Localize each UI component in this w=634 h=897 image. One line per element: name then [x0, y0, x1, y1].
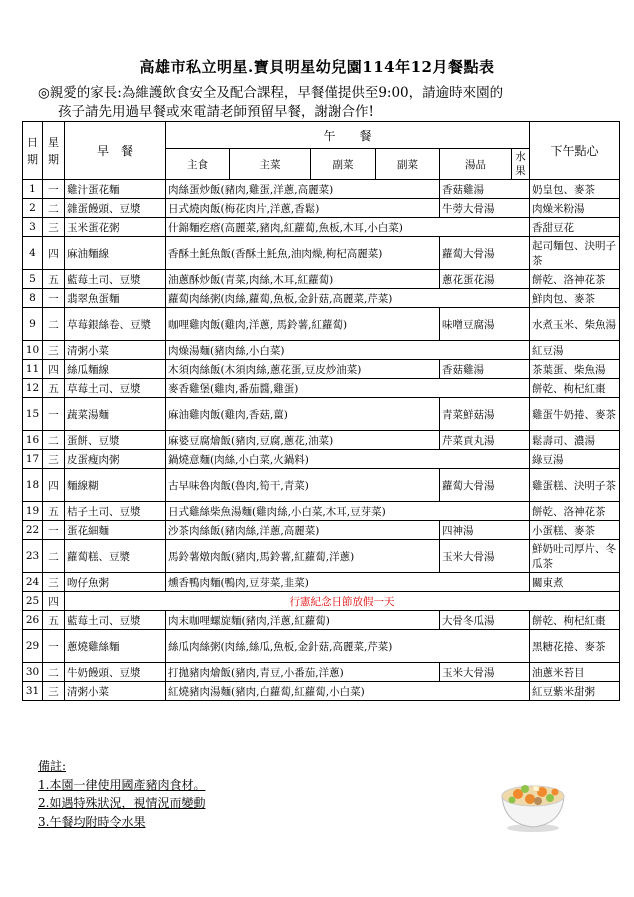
cell-weekday: 三: [43, 218, 65, 237]
cell-breakfast: 蘿蔔糕、豆漿: [65, 540, 166, 573]
cell-weekday: 三: [43, 450, 65, 469]
cell-lunch-main: 香酥土魠魚飯(香酥土魠魚,油肉燥,枸杞高麗菜): [166, 237, 440, 270]
cell-day: 23: [23, 540, 43, 573]
table-row: [23, 663, 620, 682]
cell-lunch-main: 肉燥湯麵(豬肉絲,小白菜): [166, 341, 530, 360]
cell-lunch-main: 肉末咖哩螺旋麵(豬肉,洋蔥,紅蘿蔔): [166, 611, 440, 630]
cell-snack: 起司麵包、決明子茶: [530, 237, 620, 270]
cell-soup: 香菇雞湯: [440, 180, 530, 199]
table-row: [23, 180, 620, 199]
cell-breakfast: 翡翠魚蛋麵: [65, 289, 166, 308]
cell-breakfast: 蔬菜湯麵: [65, 398, 166, 431]
cell-lunch-main: 麻油雞肉飯(雞肉,香菇,薑): [166, 398, 440, 431]
cell-snack: 餅乾、洛神花茶: [530, 502, 620, 521]
cell-snack: 餅乾、洛神花茶: [530, 270, 620, 289]
notes-heading: 備註:: [38, 759, 67, 773]
cell-soup: 玉米大骨湯: [440, 540, 530, 573]
cell-snack: 奶皇包、麥茶: [530, 180, 620, 199]
cell-day: 2: [23, 199, 43, 218]
cell-breakfast: 藍莓土司、豆漿: [65, 270, 166, 289]
table-row: [23, 218, 620, 237]
cell-soup: 味噌豆腐湯: [440, 308, 530, 341]
cell-breakfast: 蔥燒雞絲麵: [65, 630, 166, 663]
cell-breakfast: 麵線糊: [65, 469, 166, 502]
note-item-3: 3.午餐均附時令水果: [38, 814, 146, 829]
cell-snack: 雞蛋糕、決明子茶: [530, 469, 620, 502]
cell-lunch-main: 紅燒豬肉湯麵(豬肉,白蘿蔔,紅蘿蔔,小白菜): [166, 682, 530, 701]
cell-snack: 水煮玉米、柴魚湯: [530, 308, 620, 341]
cell-weekday: 四: [43, 592, 65, 611]
table-row: [23, 682, 620, 701]
cell-weekday: 三: [43, 682, 65, 701]
cell-breakfast: 絲瓜麵線: [65, 360, 166, 379]
cell-snack: 香甜豆花: [530, 218, 620, 237]
cell-weekday: 一: [43, 180, 65, 199]
cell-day: 3: [23, 218, 43, 237]
cell-breakfast: 雞汁蛋花麵: [65, 180, 166, 199]
cell-lunch-main: 麥香雞堡(雞肉,番茄醬,雞蛋): [166, 379, 530, 398]
cell-snack: 關東煮: [530, 573, 620, 592]
cell-weekday: 三: [43, 341, 65, 360]
cell-snack: 油蔥米苔目: [530, 663, 620, 682]
cell-soup: 香菇雞湯: [440, 360, 530, 379]
cell-weekday: 一: [43, 630, 65, 663]
table-row: [23, 431, 620, 450]
cell-snack: 鮮肉包、麥茶: [530, 289, 620, 308]
cell-breakfast: 草莓土司、豆漿: [65, 379, 166, 398]
cell-weekday: 五: [43, 270, 65, 289]
table-row: [23, 379, 620, 398]
cell-day: 31: [23, 682, 43, 701]
cell-day: 12: [23, 379, 43, 398]
cell-snack: 餅乾、枸杞紅棗: [530, 611, 620, 630]
cell-weekday: 三: [43, 573, 65, 592]
cell-snack: 紅豆湯: [530, 341, 620, 360]
cell-lunch-main: 絲瓜肉絲粥(肉絲,絲瓜,魚板,金針菇,高麗菜,芹菜): [166, 630, 530, 663]
notes: [38, 757, 205, 831]
notice-line-2: 孩子請先用過早餐或來電請老師預留早餐，謝謝合作!: [58, 104, 374, 120]
table-row: [23, 540, 620, 573]
cell-weekday: 一: [43, 521, 65, 540]
cell-lunch-main: 什錦麵疙瘩(高麗菜,豬肉,紅蘿蔔,魚板,木耳,小白菜): [166, 218, 530, 237]
cell-soup: 青菜鮮菇湯: [440, 398, 530, 431]
cell-day: 25: [23, 592, 43, 611]
page-title: 高雄市私立明星.寶貝明星幼兒園114年12月餐點表: [139, 58, 495, 76]
cell-day: 24: [23, 573, 43, 592]
cell-lunch-main: 日式燒肉飯(梅花肉片,洋蔥,香鬆): [166, 199, 440, 218]
cell-snack: 小蛋糕、麥茶: [530, 521, 620, 540]
cell-lunch-main: 木須肉絲飯(木須肉絲,蔥花蛋,豆皮炒油菜): [166, 360, 440, 379]
cell-lunch-main: 馬鈴薯燉肉飯(豬肉,馬鈴薯,紅蘿蔔,洋蔥): [166, 540, 440, 573]
cell-lunch-main: 油蔥酥炒飯(青菜,肉絲,木耳,紅蘿蔔): [166, 270, 440, 289]
cell-lunch-main: 鍋燒意麵(肉絲,小白菜,火鍋料): [166, 450, 530, 469]
cell-weekday: 二: [43, 663, 65, 682]
cell-weekday: 二: [43, 308, 65, 341]
cell-snack: 茶葉蛋、柴魚湯: [530, 360, 620, 379]
cell-snack: 鮮奶吐司厚片、冬瓜茶: [530, 540, 620, 573]
table-row: [23, 237, 620, 270]
cell-weekday: 二: [43, 431, 65, 450]
header-breakfast: 早 餐: [65, 122, 166, 180]
cell-breakfast: 雜蛋饅頭、豆漿: [65, 199, 166, 218]
cell-snack: 肉燥米粉湯: [530, 199, 620, 218]
cell-day: 15: [23, 398, 43, 431]
cell-day: 8: [23, 289, 43, 308]
cell-breakfast: 清粥小菜: [65, 341, 166, 360]
cell-lunch-main: 沙茶肉絲飯(豬肉絲,洋蔥,高麗菜): [166, 521, 440, 540]
header-side-1: 副菜: [311, 149, 376, 180]
header-fruit: 水果: [512, 149, 530, 180]
cell-breakfast: 玉米蛋花粥: [65, 218, 166, 237]
cell-weekday: 四: [43, 237, 65, 270]
menu-table: [22, 121, 620, 701]
table-row: [23, 450, 620, 469]
cell-day: 29: [23, 630, 43, 663]
note-item-1: 1.本園一律使用國產豬肉食材。: [38, 777, 206, 792]
cell-breakfast: 牛奶饅頭、豆漿: [65, 663, 166, 682]
cell-day: 22: [23, 521, 43, 540]
cell-snack: 餅乾、枸杞紅棗: [530, 379, 620, 398]
cell-snack: 紅豆紫米甜粥: [530, 682, 620, 701]
table-row: [23, 199, 620, 218]
cell-lunch-main: 肉絲蛋炒飯(豬肉,雞蛋,洋蔥,高麗菜): [166, 180, 440, 199]
table-row: [23, 502, 620, 521]
table-row: [23, 398, 620, 431]
header-side-2: 副菜: [376, 149, 440, 180]
cell-snack: 雞蛋牛奶捲、麥茶: [530, 398, 620, 431]
header-soup: 湯品: [440, 149, 512, 180]
cell-weekday: 五: [43, 611, 65, 630]
cell-breakfast: 清粥小菜: [65, 682, 166, 701]
header-lunch: 午 餐: [166, 122, 530, 149]
table-row: [23, 573, 620, 592]
cell-soup: 玉米大骨湯: [440, 663, 530, 682]
notice: [38, 84, 598, 122]
cell-holiday: 行憲紀念日節放假一天: [65, 592, 620, 611]
table-row: [23, 521, 620, 540]
header-weekday: 星期: [43, 122, 65, 180]
table-row: [23, 308, 620, 341]
cell-breakfast: 蛋餅、豆漿: [65, 431, 166, 450]
cell-snack: 黑糖花捲、麥茶: [530, 630, 620, 663]
cell-soup: 蘿蔔大骨湯: [440, 469, 530, 502]
cell-breakfast: 皮蛋瘦肉粥: [65, 450, 166, 469]
cell-breakfast: 藍莓土司、豆漿: [65, 611, 166, 630]
cell-soup: 牛蒡大骨湯: [440, 199, 530, 218]
cell-weekday: 一: [43, 289, 65, 308]
cell-weekday: 五: [43, 502, 65, 521]
cell-lunch-main: 燻香鴨肉麵(鴨肉,豆芽菜,韭菜): [166, 573, 530, 592]
cell-weekday: 一: [43, 398, 65, 431]
header-day: 日期: [23, 122, 43, 180]
cell-day: 10: [23, 341, 43, 360]
table-row: [23, 630, 620, 663]
table-row: [23, 360, 620, 379]
cell-breakfast: 蛋花細麵: [65, 521, 166, 540]
cell-lunch-main: 蘿蔔肉絲粥(肉絲,蘿蔔,魚板,金針菇,高麗菜,芹菜): [166, 289, 530, 308]
cell-day: 30: [23, 663, 43, 682]
cell-day: 19: [23, 502, 43, 521]
cell-soup: 蘿蔔大骨湯: [440, 237, 530, 270]
cell-soup: 蔥花蛋花湯: [440, 270, 530, 289]
table-row: [23, 592, 620, 611]
cell-soup: 芹菜貢丸湯: [440, 431, 530, 450]
table-row: [23, 469, 620, 502]
cell-weekday: 五: [43, 379, 65, 398]
cell-lunch-main: 麻婆豆腐燴飯(豬肉,豆腐,蔥花,油菜): [166, 431, 440, 450]
cell-lunch-main: 打拋豬肉燴飯(豬肉,青豆,小番茄,洋蔥): [166, 663, 440, 682]
cell-soup: 四神湯: [440, 521, 530, 540]
cell-snack: 綠豆湯: [530, 450, 620, 469]
cell-lunch-main: 日式雞絲柴魚湯麵(雞肉絲,小白菜,木耳,豆芽菜): [166, 502, 530, 521]
cell-day: 17: [23, 450, 43, 469]
cell-soup: 大骨冬瓜湯: [440, 611, 530, 630]
cell-day: 5: [23, 270, 43, 289]
table-row: [23, 611, 620, 630]
note-item-2: 2.如遇特殊狀況，視情況而變動: [38, 796, 206, 810]
cell-weekday: 二: [43, 199, 65, 218]
cell-lunch-main: 咖哩雞肉飯(雞肉,洋蔥, 馬鈴薯,紅蘿蔔): [166, 308, 440, 341]
cell-weekday: 二: [43, 540, 65, 573]
table-row: [23, 270, 620, 289]
cell-day: 9: [23, 308, 43, 341]
cell-day: 4: [23, 237, 43, 270]
cell-day: 26: [23, 611, 43, 630]
cell-day: 11: [23, 360, 43, 379]
cell-day: 18: [23, 469, 43, 502]
cell-snack: 鬆壽司、濃湯: [530, 431, 620, 450]
cell-day: 16: [23, 431, 43, 450]
soup-bowl-illustration: [498, 772, 568, 834]
notice-line-1: ◎親愛的家長:為維護飲食安全及配合課程，早餐僅提供至9:00，請逾時來園的: [38, 85, 504, 101]
cell-breakfast: 草莓銀絲卷、豆漿: [65, 308, 166, 341]
cell-lunch-main: 古早味魯肉飯(魯肉,筍干,青菜): [166, 469, 440, 502]
header-main: 主菜: [230, 149, 311, 180]
cell-weekday: 四: [43, 469, 65, 502]
menu-body: [23, 180, 620, 701]
cell-breakfast: 麻油麵線: [65, 237, 166, 270]
table-row: [23, 289, 620, 308]
table-row: [23, 341, 620, 360]
header-snack: 下午點心: [530, 122, 620, 180]
header-staple: 主食: [166, 149, 230, 180]
cell-day: 1: [23, 180, 43, 199]
cell-breakfast: 吻仔魚粥: [65, 573, 166, 592]
cell-breakfast: 桔子土司、豆漿: [65, 502, 166, 521]
cell-weekday: 四: [43, 360, 65, 379]
